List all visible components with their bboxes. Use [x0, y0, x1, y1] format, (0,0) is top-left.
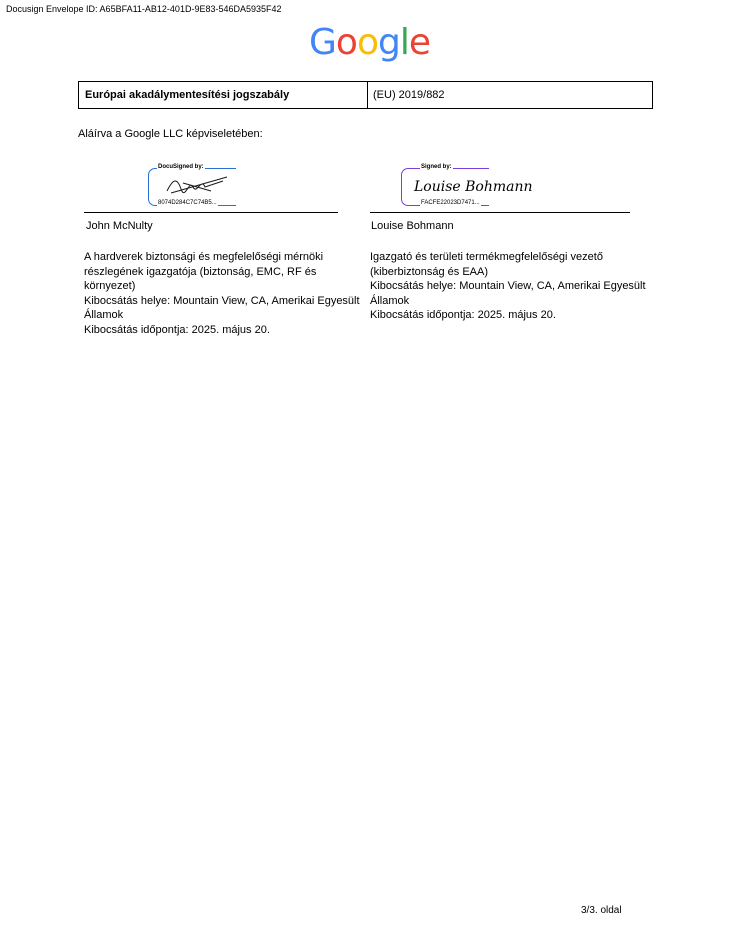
signature-scribble: [163, 173, 233, 199]
signature-label: Signed by:: [421, 164, 452, 170]
signatory-title: Igazgató és területi termékmegfelelőségi vezető (kiberbiztonság és EAA): [370, 251, 603, 278]
docusign-signature-box: [148, 164, 236, 206]
logo-letter: l: [399, 22, 409, 63]
signature-line: [370, 212, 630, 213]
docusign-envelope-id: Docusign Envelope ID: A65BFA11-AB12-401D-9E83-546DA5935F42: [6, 4, 282, 14]
signatory-details: [84, 250, 364, 337]
signatory-name: John McNulty: [86, 220, 153, 232]
signatory-details: [370, 250, 650, 323]
issue-place: Kibocsátás helye: Mountain View, CA, Amerikai Egyesült Államok: [370, 280, 646, 307]
logo-letter: G: [309, 22, 336, 63]
issue-date: Kibocsátás időpontja: 2025. május 20.: [84, 323, 270, 336]
issue-place: Kibocsátás helye: Mountain View, CA, Amerikai Egyesült Államok: [84, 294, 360, 321]
logo-letter: g: [377, 22, 400, 63]
regulation-name: Európai akadálymentesítési jogszabály: [79, 82, 368, 108]
signature-id: FACFE22023D7471...: [421, 200, 480, 206]
logo-letter: e: [408, 22, 430, 63]
regulation-number: (EU) 2019/882: [373, 89, 445, 101]
logo-letter: o: [335, 22, 357, 63]
signatory-name: Louise Bohmann: [371, 220, 454, 232]
signed-on-behalf-text: Aláírva a Google LLC képviseletében:: [78, 128, 263, 140]
signatory-title: A hardverek biztonsági és megfelelőségi mérnöki részlegének igazgatója (biztonság, EMC, RF és környezet): [84, 251, 324, 292]
regulation-table: [78, 81, 653, 109]
issue-date: Kibocsátás időpontja: 2025. május 20.: [370, 309, 556, 321]
logo-letter: o: [356, 22, 378, 63]
signature-line: [84, 212, 338, 213]
google-logo: [309, 22, 430, 63]
signature-text: Louise Bohmann: [414, 179, 533, 195]
signature-label: DocuSigned by:: [158, 164, 204, 170]
page-number: 3/3. oldal: [581, 905, 622, 916]
signature-id: 8074D284C7C74B5...: [158, 200, 217, 206]
docusign-signature-box: [401, 164, 533, 206]
